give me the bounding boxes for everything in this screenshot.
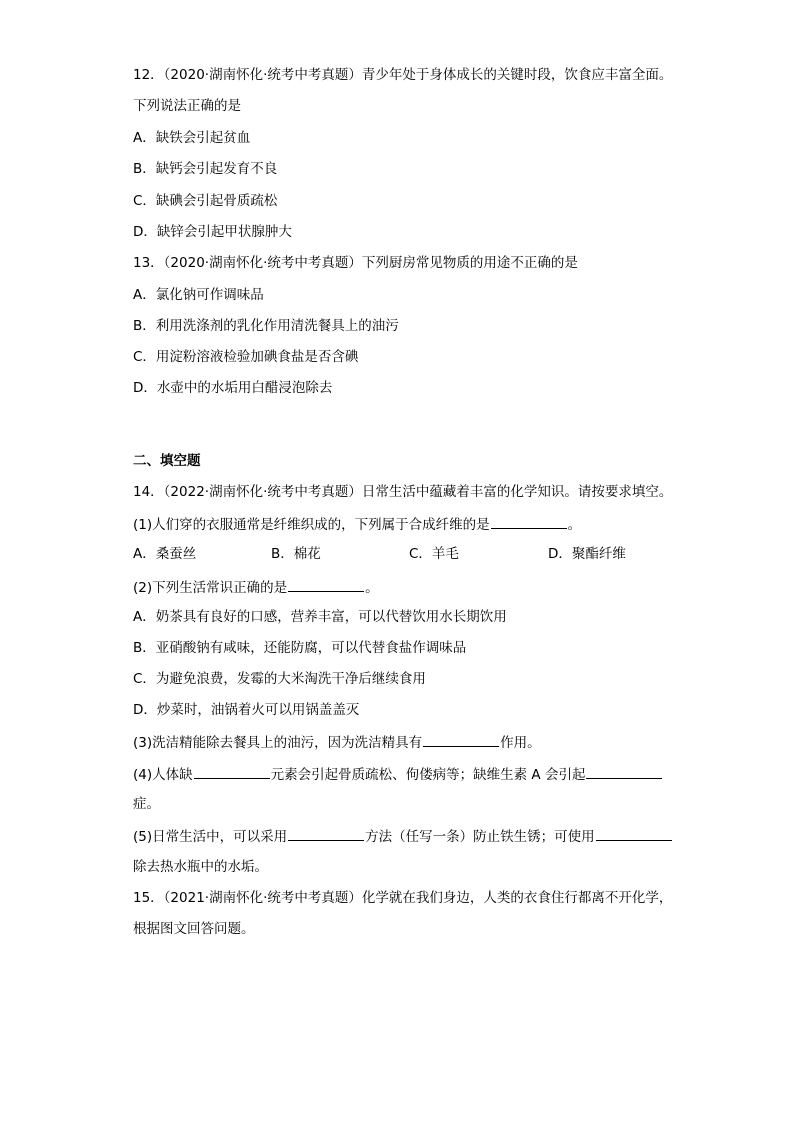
q12-option-a: A．缺铁会引起贫血 — [133, 130, 251, 146]
answer-blank[interactable] — [596, 826, 672, 841]
q14-part3-end: 作用。 — [500, 735, 541, 751]
answer-blank[interactable] — [423, 732, 499, 747]
q14-p1-option-a: A．桑蚕丝 — [133, 546, 197, 562]
q13-option-a: A．氯化钠可作调味品 — [133, 287, 264, 303]
q14-part5-text-b: 方法（任写一条）防止铁生锈；可使用 — [365, 829, 595, 845]
q14-part1 — [133, 514, 581, 534]
answer-blank[interactable] — [194, 764, 270, 779]
q14-p2-option-c: C．为避免浪费，发霉的大米淘洗干净后继续食用 — [133, 671, 426, 687]
q14-part1-end: 。 — [567, 517, 582, 533]
q14-part2-end: 。 — [365, 580, 379, 596]
answer-blank[interactable] — [288, 826, 364, 841]
q13-option-d: D．水壶中的水垢用白醋浸泡除去 — [133, 380, 333, 396]
q14-part5-text-a: (5)日常生活中，可以采用 — [133, 829, 288, 845]
q12-option-d: D．缺锌会引起甲状腺肿大 — [133, 224, 292, 240]
q14-part5 — [133, 826, 673, 846]
answer-blank[interactable] — [288, 577, 364, 592]
q14-part4-text-b: 元素会引起骨质疏松、佝偻病等；缺维生素 A 会引起 — [270, 767, 586, 783]
q13-option-c: C．用淀粉溶液检验加碘食盐是否含碘 — [133, 349, 359, 365]
answer-blank[interactable] — [491, 514, 567, 529]
q14-p1-option-b: B．棉花 — [271, 546, 321, 562]
q14-stem: 14．（2022·湖南怀化·统考中考真题）日常生活中蕴藏着丰富的化学知识。请按要求填空。 — [133, 484, 673, 500]
q14-p1-option-d: D．聚酯纤维 — [548, 546, 626, 562]
q14-part4-end: 症。 — [133, 796, 160, 812]
q14-p2-option-b: B．亚硝酸钠有咸味，还能防腐，可以代替食盐作调味品 — [133, 640, 467, 656]
q14-part4-text-a: (4)人体缺 — [133, 767, 193, 783]
q14-part4 — [133, 764, 663, 784]
q14-p2-option-a: A．奶茶具有良好的口感，营养丰富，可以代替饮用水长期饮用 — [133, 609, 507, 625]
q14-p1-option-c: C．羊毛 — [409, 546, 459, 562]
q14-part2-text: (2)下列生活常识正确的是 — [133, 580, 288, 596]
q15-stem-line2: 根据图文回答问题。 — [133, 921, 255, 937]
answer-blank[interactable] — [586, 764, 662, 779]
q13-stem: 13．（2020·湖南怀化·统考中考真题）下列厨房常见物质的用途不正确的是 — [133, 255, 578, 271]
q14-part5-end: 除去热水瓶中的水垢。 — [133, 859, 268, 875]
q12-option-c: C．缺碘会引起骨质疏松 — [133, 193, 278, 209]
q12-stem-line1: 12．（2020·湖南怀化·统考中考真题）青少年处于身体成长的关键时段，饮食应丰富全面。 — [133, 67, 673, 83]
q12-stem-line2: 下列说法正确的是 — [133, 98, 241, 114]
q13-option-b: B．利用洗涤剂的乳化作用清洗餐具上的油污 — [133, 318, 399, 334]
q14-part3-text: (3)洗洁精能除去餐具上的油污，因为洗洁精具有 — [133, 735, 423, 751]
q14-part2 — [133, 577, 379, 597]
q14-p2-option-d: D．炒菜时，油锅着火可以用锅盖盖灭 — [133, 702, 360, 718]
q14-part1-text: (1)人们穿的衣服通常是纤维织成的，下列属于合成纤维的是 — [133, 517, 490, 533]
q14-part3 — [133, 732, 541, 752]
section-title: 二、填空题 — [133, 453, 201, 469]
q15-stem-line1: 15．（2021·湖南怀化·统考中考真题）化学就在我们身边，人类的衣食住行都离不开化学， — [133, 890, 673, 906]
q12-option-b: B．缺钙会引起发育不良 — [133, 161, 278, 177]
